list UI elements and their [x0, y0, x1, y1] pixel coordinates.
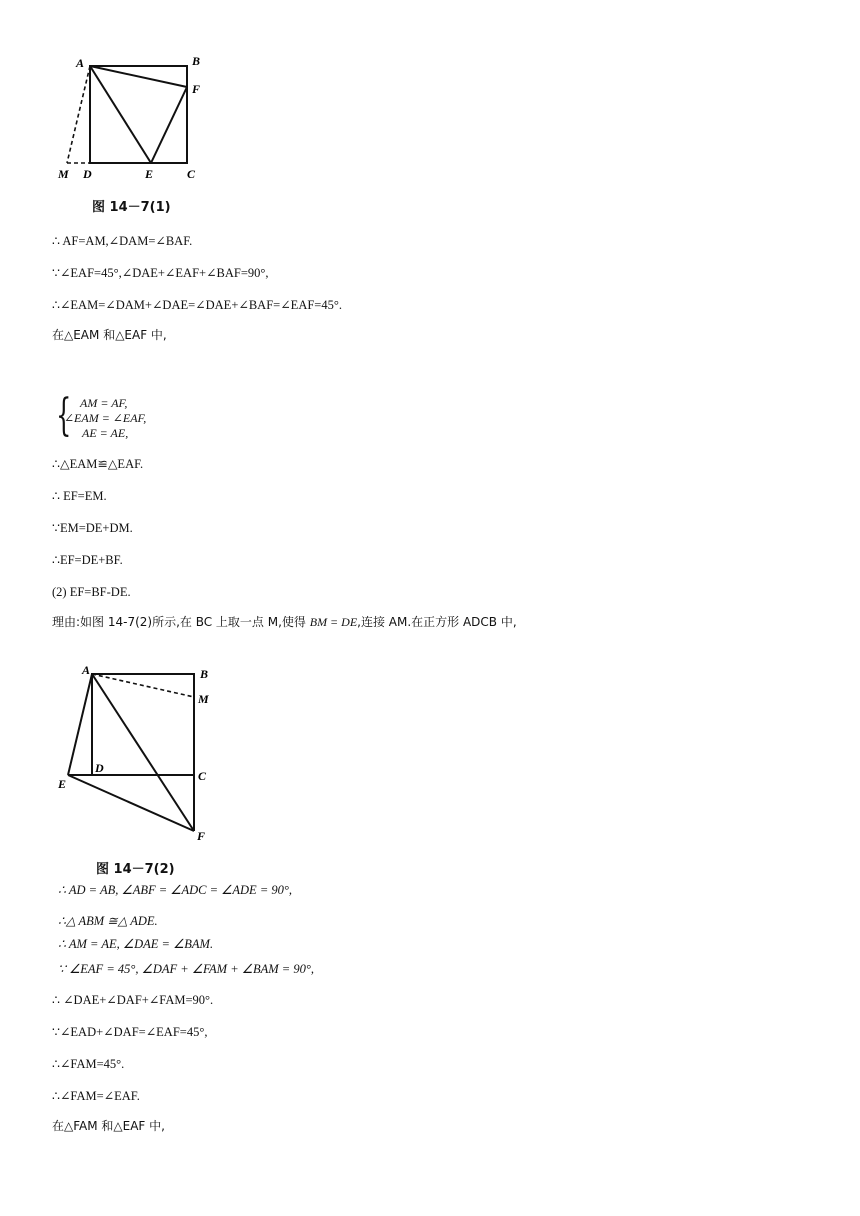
system-row: AE = AE,	[82, 426, 129, 440]
label-A: A	[76, 56, 85, 70]
text-line: 在△EAM 和△EAF 中,	[52, 328, 167, 342]
figure-14-7-2	[52, 660, 222, 850]
text-line: 在△FAM 和△EAF 中,	[52, 1119, 165, 1133]
text-line-reason	[52, 614, 517, 630]
figure-1-caption: 图 14－7(1)	[92, 200, 171, 215]
math-line: ∴△ ABM ≅△ ADE.	[58, 914, 158, 928]
text-line: ∴∠FAM=∠EAF.	[52, 1089, 140, 1103]
text-line: ∴ ∠DAE+∠DAF+∠FAM=90°.	[52, 993, 214, 1007]
math-line: ∴ AD = AB, ∠ABF = ∠ADC = ∠ADE = 90°,	[58, 883, 292, 897]
text-line: (2) EF=BF-DE.	[52, 585, 131, 599]
text-line: ∴EF=DE+BF.	[52, 553, 123, 567]
text-segment: 理由:如图 14-7(2)所示,在 BC 上取一点 M,使得	[52, 615, 310, 629]
text-line: ∴∠FAM=45°.	[52, 1057, 125, 1071]
text-line: ∴ AF=AM,∠DAM=∠BAF.	[52, 234, 193, 248]
figure-14-7-1-diagram	[52, 52, 222, 186]
text-line: ∴△EAM≌△EAF.	[52, 457, 144, 471]
label-F: F	[197, 829, 206, 843]
label-C: C	[187, 167, 196, 181]
text-line: ∴ EF=EM.	[52, 489, 107, 503]
label-M: M	[58, 167, 69, 181]
label-M: M	[198, 692, 209, 706]
figure-2-caption: 图 14－7(2)	[96, 862, 175, 877]
text-line: ∵∠EAF=45°,∠DAE+∠EAF+∠BAF=90°,	[52, 266, 269, 280]
label-D: D	[95, 761, 104, 775]
label-D: D	[83, 167, 92, 181]
label-C: C	[198, 769, 207, 783]
equation-system	[52, 390, 252, 442]
text-line: ∵∠EAD+∠DAF=∠EAF=45°,	[52, 1025, 208, 1039]
figure-14-7-2-diagram	[52, 660, 222, 850]
math-line: ∴ AM = AE, ∠DAE = ∠BAM.	[58, 937, 214, 951]
math-line: ∵ ∠EAF = 45°, ∠DAF + ∠FAM + ∠BAM = 90°,	[58, 962, 314, 976]
brace: {	[56, 390, 72, 441]
text-line: ∵EM=DE+DM.	[52, 521, 133, 535]
label-E: E	[145, 167, 154, 181]
text-line: ∴∠EAM=∠DAM+∠DAE=∠DAE+∠BAF=∠EAF=45°.	[52, 298, 342, 312]
label-B: B	[200, 667, 209, 681]
label-A: A	[82, 663, 91, 677]
label-F: F	[192, 82, 201, 96]
label-B: B	[192, 54, 201, 68]
figure-14-7-1	[52, 52, 222, 186]
system-row: AM = AF,	[80, 396, 128, 410]
label-E: E	[58, 777, 67, 791]
text-segment: ,连接 AM.在正方形 ADCB 中,	[357, 615, 517, 629]
system-row: ∠EAM = ∠EAF,	[64, 411, 147, 425]
math-segment: BM = DE	[309, 615, 358, 629]
